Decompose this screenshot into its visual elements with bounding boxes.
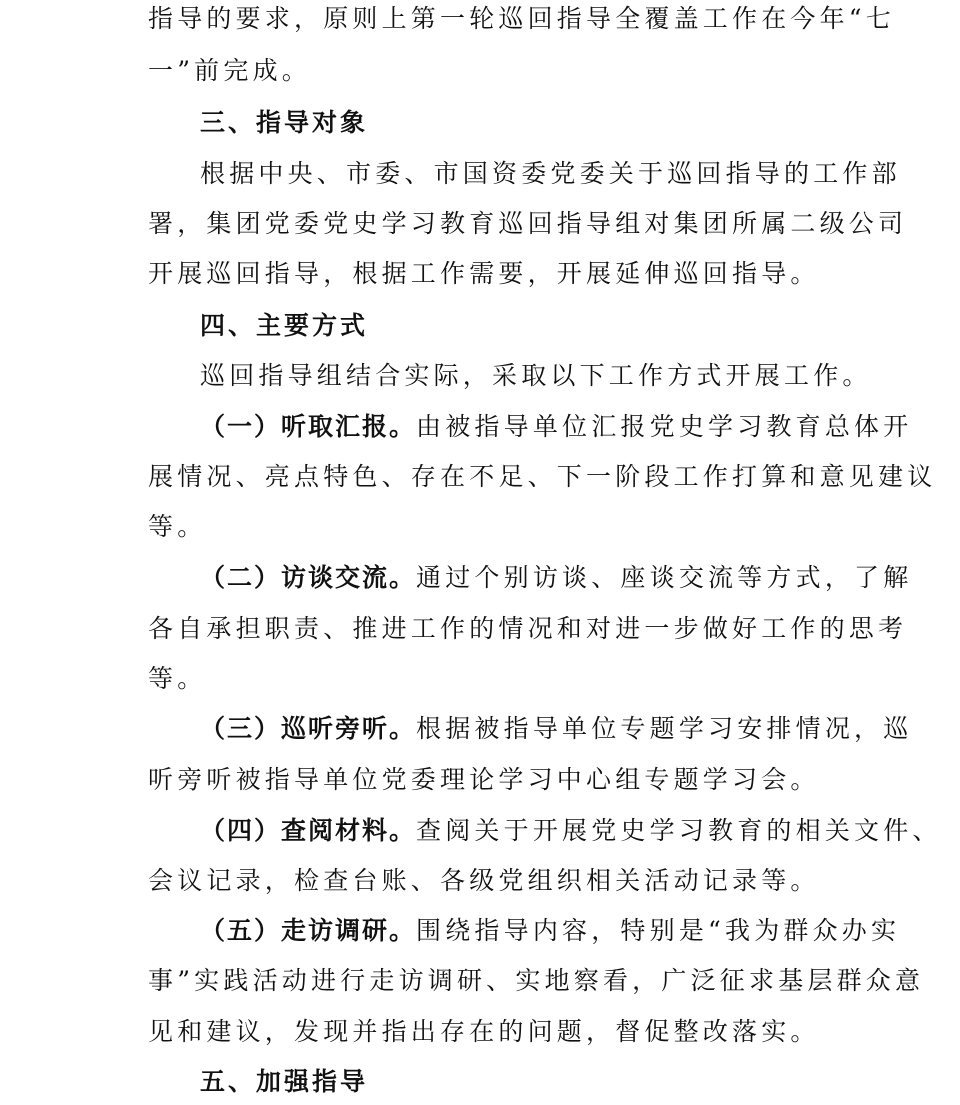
method-label: （二）访谈交流。: [200, 563, 417, 592]
body-line: 见和建议，发现并指出存在的问题，督促整改落实。: [148, 1017, 820, 1046]
method-text: 根据被指导单位专题学习安排情况，巡: [416, 714, 913, 743]
body-line: 开展巡回指导，根据工作需要，开展延伸巡回指导。: [148, 259, 820, 288]
body-line: 一”前完成。: [148, 56, 311, 85]
body-line: 署，集团党委党史学习教育巡回指导组对集团所属二级公司: [148, 209, 908, 238]
method-text: 围绕指导内容，特别是“我为群众办实: [416, 916, 901, 945]
section-heading: 五、加强指导: [200, 1067, 369, 1096]
body-line: 听旁听被指导单位党委理论学习中心组专题学习会。: [148, 765, 820, 794]
method-label: （五）走访调研。: [200, 916, 417, 945]
method-item: [200, 914, 901, 948]
method-item: [200, 814, 942, 848]
section-heading: 三、指导对象: [200, 108, 369, 137]
method-item: [200, 561, 913, 595]
method-text: 由被指导单位汇报党史学习教育总体开: [416, 412, 913, 441]
body-line: 展情况、亮点特色、存在不足、下一阶段工作打算和意见建议: [148, 462, 937, 491]
method-label: （三）巡听旁听。: [200, 714, 417, 743]
body-line: 事”实践活动进行走访调研、实地察看，广泛征求基层群众意: [148, 966, 925, 995]
body-line: 等。: [148, 664, 207, 693]
method-text: 通过个别访谈、座谈交流等方式，了解: [416, 563, 913, 592]
method-item: [200, 712, 913, 746]
body-line: 巡回指导组结合实际，采取以下工作方式开展工作。: [200, 361, 872, 390]
body-line: 根据中央、市委、市国资委党委关于巡回指导的工作部: [200, 159, 901, 188]
body-line: 各自承担职责、推进工作的情况和对进一步做好工作的思考: [148, 614, 908, 643]
body-line: 会议记录，检查台账、各级党组织相关活动记录等。: [148, 866, 820, 895]
method-label: （四）查阅材料。: [200, 816, 417, 845]
method-item: [200, 410, 913, 444]
body-line: 等。: [148, 512, 207, 541]
method-text: 查阅关于开展党史学习教育的相关文件、: [416, 816, 942, 845]
method-label: （一）听取汇报。: [200, 412, 417, 441]
section-heading: 四、主要方式: [200, 311, 369, 340]
body-line: 指导的要求，原则上第一轮巡回指导全覆盖工作在今年“七: [148, 4, 895, 33]
